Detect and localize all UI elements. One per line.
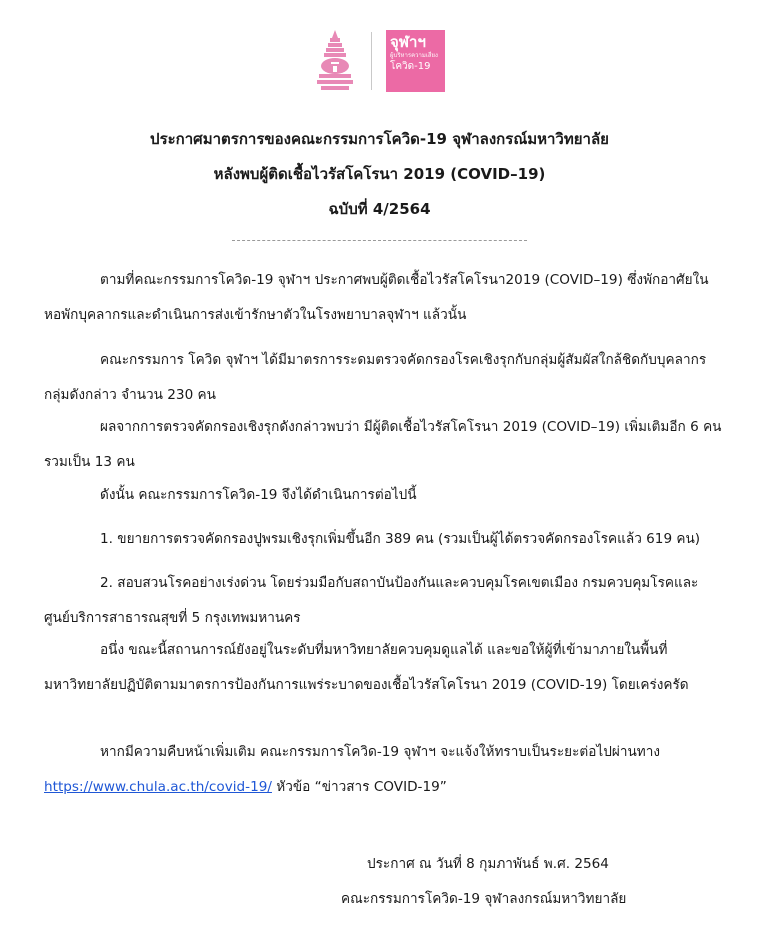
logo-divider <box>371 32 372 90</box>
paragraph-screening-text: คณะกรรมการ โควิด จุฬาฯ ได้มีมาตรการระดมตรวจคัดกรองโรคเชิงรุกกับกลุ่มผู้สัมผัสใกล้ชิดกับบุคลากรกลุ่มดังกล่าว จำนวน 230 คน <box>44 352 707 403</box>
paragraph-updates-tail: หัวข้อ “ข่าวสาร COVID-19” <box>271 779 447 795</box>
badge-subtitle: ผู้บริหารความเสี่ยง <box>390 52 438 59</box>
announcement-title: ประกาศมาตรการของคณะกรรมการโควิด-19 จุฬาลงกรณ์มหาวิทยาลัย <box>150 130 609 148</box>
action-item-1-text: 1. ขยายการตรวจคัดกรองปูพรมเชิงรุกเพิ่มขึ้นอีก 389 คน (รวมเป็นผู้ได้ตรวจคัดกรองโรคแล้ว 619 คน) <box>100 531 701 547</box>
paragraph-actions-intro-text: ดังนั้น คณะกรรมการโควิด-19 จึงได้ดำเนินการต่อไปนี้ <box>100 487 417 503</box>
paragraph-updates-text: หากมีความคืบหน้าเพิ่มเติม คณะกรรมการโควิด-19 จุฬาฯ จะแจ้งให้ทราบเป็นระยะต่อไปผ่านทาง <box>100 744 660 760</box>
paragraph-results-text: ผลจากการตรวจคัดกรองเชิงรุกดังกล่าวพบว่า มีผู้ติดเชื้อไวรัสโคโรนา 2019 (COVID–19) เพิ่มเติมอีก 6 คน รวมเป็น 13 คน <box>44 419 722 470</box>
paragraph-situation-text: อนึ่ง ขณะนี้สถานการณ์ยังอยู่ในระดับที่มหาวิทยาลัยควบคุมดูแลได้ และขอให้ผู้ที่เข้ามาภายในพื้นที่มหาวิทยาลัยปฏิบัติตามมาตรการป้องกันการแพร่ระบาดของเชื้อไวรัสโคโรนา 2019 (COVID-19) โดยเคร่งครัด <box>44 642 689 693</box>
paragraph-background-text: ตามที่คณะกรรมการโควิด-19 จุฬาฯ ประกาศพบผู้ติดเชื้อไวรัสโคโรนา2019 (COVID–19) ซึ่งพักอาศัยในหอพักบุคลากรและดำเนินการส่งเข้ารักษาตัวในโรงพยาบาลจุฬาฯ แล้วนั้น <box>44 272 709 323</box>
signatory-organization: คณะกรรมการโควิด-19 จุฬาลงกรณ์มหาวิทยาลัย <box>341 891 627 907</box>
paragraph-actions-intro <box>44 478 724 513</box>
header-logos <box>0 28 759 100</box>
action-item-2 <box>44 566 724 636</box>
announcement-number: ฉบับที่ 4/2564 <box>328 200 431 218</box>
chula-crest-icon <box>311 28 359 92</box>
badge-title: จุฬาฯ <box>390 33 426 51</box>
covid-committee-badge <box>386 30 445 92</box>
announcement-subtitle: หลังพบผู้ติดเชื้อไวรัสโคโรนา 2019 (COVID–19) <box>213 165 546 183</box>
paragraph-results <box>44 410 724 480</box>
paragraph-updates <box>44 735 724 805</box>
paragraph-background <box>44 263 724 333</box>
action-item-2-text: 2. สอบสวนโรคอย่างเร่งด่วน โดยร่วมมือกับสถาบันป้องกันและควบคุมโรคเขตเมือง กรมควบคุมโรคและศูนย์บริการสาธารณสุขที่ 5 กรุงเทพมหานคร <box>44 575 699 626</box>
badge-covid-label: โควิด-19 <box>390 61 431 72</box>
title-divider <box>232 240 527 241</box>
action-item-1 <box>44 522 724 557</box>
paragraph-screening <box>44 343 724 413</box>
announcement-date: ประกาศ ณ วันที่ 8 กุมภาพันธ์ พ.ศ. 2564 <box>367 856 609 872</box>
paragraph-situation <box>44 633 724 703</box>
covid-info-link[interactable]: https://www.chula.ac.th/covid-19/ <box>44 779 272 795</box>
